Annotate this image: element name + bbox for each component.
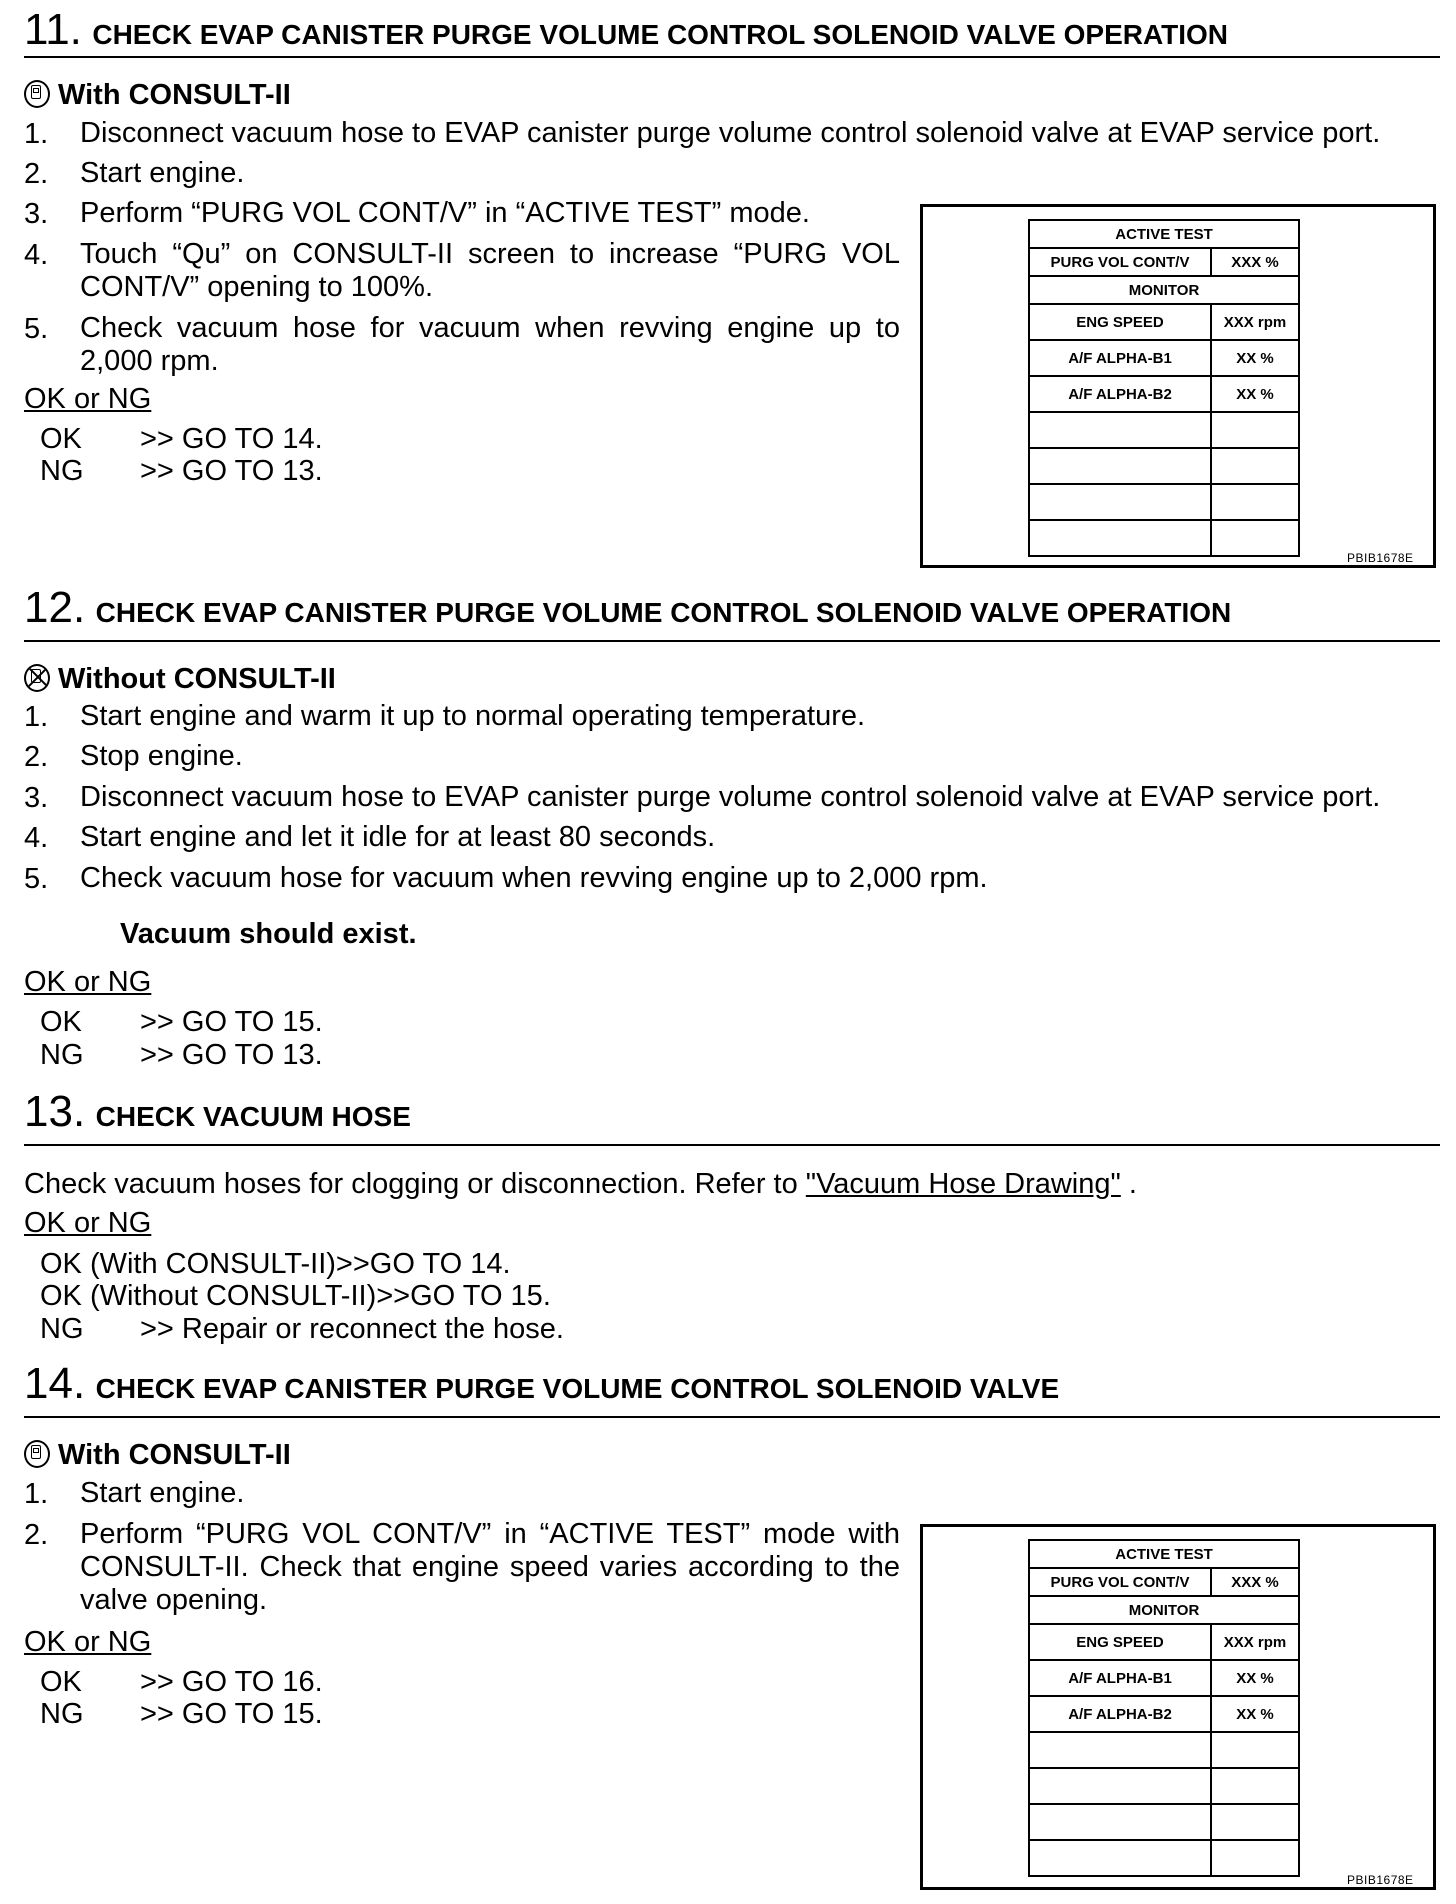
- section-number: 11.: [24, 5, 82, 54]
- figure-code: PBIB1678E: [1347, 551, 1414, 565]
- figure-code: PBIB1678E: [1347, 1873, 1414, 1887]
- ok-result-key: OK: [40, 1666, 82, 1698]
- consult-tool-icon: [24, 80, 50, 108]
- purg-vol-label: PURG VOL CONT/V: [1029, 248, 1211, 276]
- section-13-header: [24, 1087, 411, 1136]
- active-test-table: [1028, 219, 1300, 557]
- eng-speed-value: XXX rpm: [1211, 1624, 1299, 1660]
- monitor-header: MONITOR: [1029, 276, 1299, 304]
- empty-cell: [1029, 484, 1211, 520]
- step-text: Disconnect vacuum hose to EVAP canister purge volume control solenoid valve at EVAP service port.: [80, 781, 1381, 813]
- empty-cell: [1029, 520, 1211, 556]
- active-test-table: [1028, 1539, 1300, 1877]
- step-text: Check vacuum hose for vacuum when revving engine up to 2,000 rpm.: [80, 862, 988, 894]
- step-text: Perform “PURG VOL CONT/V” in “ACTIVE TEST” mode with CONSULT-II. Check that engine speed varies according to the valve opening.: [80, 1518, 900, 1616]
- empty-cell: [1029, 448, 1211, 484]
- step-number: 5.: [24, 863, 49, 895]
- active-test-header: ACTIVE TEST: [1029, 1540, 1299, 1568]
- step-number: 2.: [24, 741, 49, 773]
- step-number: 4.: [24, 239, 49, 271]
- vacuum-hose-instruction: Check vacuum hoses for clogging or disconnection. Refer to "Vacuum Hose Drawing" .: [24, 1168, 1137, 1200]
- section-divider: [24, 1144, 1440, 1146]
- step-text: Start engine and let it idle for at least 80 seconds.: [80, 821, 716, 853]
- empty-cell: [1211, 448, 1299, 484]
- empty-cell: [1211, 1732, 1299, 1768]
- monitor-header: MONITOR: [1029, 1596, 1299, 1624]
- section-title: CHECK VACUUM HOSE: [95, 1101, 411, 1132]
- eng-speed-value: XXX rpm: [1211, 304, 1299, 340]
- purg-vol-value: XXX %: [1211, 1568, 1299, 1596]
- step-text: Start engine.: [80, 157, 245, 189]
- empty-cell: [1211, 484, 1299, 520]
- step-text: Start engine and warm it up to normal operating temperature.: [80, 700, 866, 732]
- ok-result-link[interactable]: >> GO TO 14.: [140, 423, 323, 455]
- ok-result-key: OK: [40, 423, 82, 455]
- consult-mode-label: Without CONSULT-II: [24, 662, 336, 696]
- step-text: Check vacuum hose for vacuum when revving engine up to 2,000 rpm.: [80, 312, 900, 377]
- step-number: 4.: [24, 822, 49, 854]
- section-title: CHECK EVAP CANISTER PURGE VOLUME CONTROL SOLENOID VALVE OPERATION: [95, 597, 1232, 628]
- step-text: Stop engine.: [80, 740, 243, 772]
- consult-tool-icon: [24, 1440, 50, 1468]
- empty-cell: [1211, 1840, 1299, 1876]
- step-number: 2.: [24, 158, 49, 190]
- eng-speed-label: ENG SPEED: [1029, 1624, 1211, 1660]
- vacuum-note: Vacuum should exist.: [120, 918, 417, 950]
- ok-result-link[interactable]: >> GO TO 15.: [140, 1006, 323, 1038]
- ng-result-link[interactable]: >> GO TO 13.: [140, 1039, 323, 1071]
- empty-cell: [1029, 1804, 1211, 1840]
- no-consult-tool-icon: [24, 664, 50, 692]
- af-alpha-b1-label: A/F ALPHA-B1: [1029, 340, 1211, 376]
- ok-or-ng-label: OK or NG: [24, 1207, 152, 1239]
- section-divider: [24, 640, 1440, 642]
- ok-result-link[interactable]: >> GO TO 16.: [140, 1666, 323, 1698]
- step-number: 1.: [24, 118, 49, 150]
- empty-cell: [1211, 412, 1299, 448]
- consult-mode-label: With CONSULT-II: [24, 1438, 291, 1472]
- ng-result-key: NG: [40, 1039, 84, 1071]
- af-alpha-b2-value: XX %: [1211, 1696, 1299, 1732]
- empty-cell: [1029, 1840, 1211, 1876]
- ng-result-key: NG: [40, 1698, 84, 1730]
- ng-result-key: NG: [40, 455, 84, 487]
- empty-cell: [1211, 520, 1299, 556]
- section-title: CHECK EVAP CANISTER PURGE VOLUME CONTROL SOLENOID VALVE: [95, 1373, 1060, 1404]
- ng-result-text: >> Repair or reconnect the hose.: [140, 1313, 564, 1345]
- step-number: 1.: [24, 701, 49, 733]
- ng-result-key: NG: [40, 1313, 84, 1345]
- section-divider: [24, 1416, 1440, 1418]
- ok-with-consult-result[interactable]: OK (With CONSULT-II)>>GO TO 14.: [40, 1248, 511, 1280]
- eng-speed-label: ENG SPEED: [1029, 304, 1211, 340]
- empty-cell: [1029, 1768, 1211, 1804]
- section-title: CHECK EVAP CANISTER PURGE VOLUME CONTROL SOLENOID VALVE OPERATION: [92, 19, 1229, 50]
- empty-cell: [1029, 412, 1211, 448]
- step-number: 3.: [24, 198, 49, 230]
- section-14-header: [24, 1359, 1060, 1408]
- step-number: 2.: [24, 1519, 49, 1551]
- empty-cell: [1211, 1768, 1299, 1804]
- consult-mode-label: With CONSULT-II: [24, 78, 291, 112]
- ok-or-ng-label: OK or NG: [24, 1626, 152, 1658]
- ng-result-link[interactable]: >> GO TO 13.: [140, 455, 323, 487]
- section-number: 12.: [24, 583, 86, 632]
- ng-result-link[interactable]: >> GO TO 15.: [140, 1698, 323, 1730]
- af-alpha-b1-label: A/F ALPHA-B1: [1029, 1660, 1211, 1696]
- step-number: 3.: [24, 782, 49, 814]
- empty-cell: [1029, 1732, 1211, 1768]
- section-divider: [24, 56, 1440, 58]
- consult-screen-figure: [920, 1524, 1436, 1890]
- empty-cell: [1211, 1804, 1299, 1840]
- purg-vol-value: XXX %: [1211, 248, 1299, 276]
- step-text: Start engine.: [80, 1477, 245, 1509]
- af-alpha-b1-value: XX %: [1211, 340, 1299, 376]
- ok-without-consult-result[interactable]: OK (Without CONSULT-II)>>GO TO 15.: [40, 1280, 551, 1312]
- purg-vol-label: PURG VOL CONT/V: [1029, 1568, 1211, 1596]
- step-text: Perform “PURG VOL CONT/V” in “ACTIVE TEST” mode.: [80, 197, 810, 229]
- ok-result-key: OK: [40, 1006, 82, 1038]
- step-number: 1.: [24, 1478, 49, 1510]
- af-alpha-b2-label: A/F ALPHA-B2: [1029, 376, 1211, 412]
- section-number: 13.: [24, 1087, 86, 1136]
- af-alpha-b2-value: XX %: [1211, 376, 1299, 412]
- af-alpha-b1-value: XX %: [1211, 1660, 1299, 1696]
- ok-or-ng-label: OK or NG: [24, 383, 152, 415]
- step-text: Touch “Qu” on CONSULT-II screen to increase “PURG VOL CONT/V” opening to 100%.: [80, 238, 900, 303]
- section-12-header: [24, 583, 1232, 632]
- step-text: Disconnect vacuum hose to EVAP canister purge volume control solenoid valve at EVAP service port.: [80, 117, 1381, 149]
- section-11-header: [24, 5, 1229, 54]
- ok-or-ng-label: OK or NG: [24, 966, 152, 998]
- step-number: 5.: [24, 313, 49, 345]
- consult-screen-figure: [920, 204, 1436, 568]
- af-alpha-b2-label: A/F ALPHA-B2: [1029, 1696, 1211, 1732]
- section-number: 14.: [24, 1359, 86, 1408]
- vacuum-hose-drawing-link[interactable]: "Vacuum Hose Drawing": [805, 1168, 1121, 1200]
- active-test-header: ACTIVE TEST: [1029, 220, 1299, 248]
